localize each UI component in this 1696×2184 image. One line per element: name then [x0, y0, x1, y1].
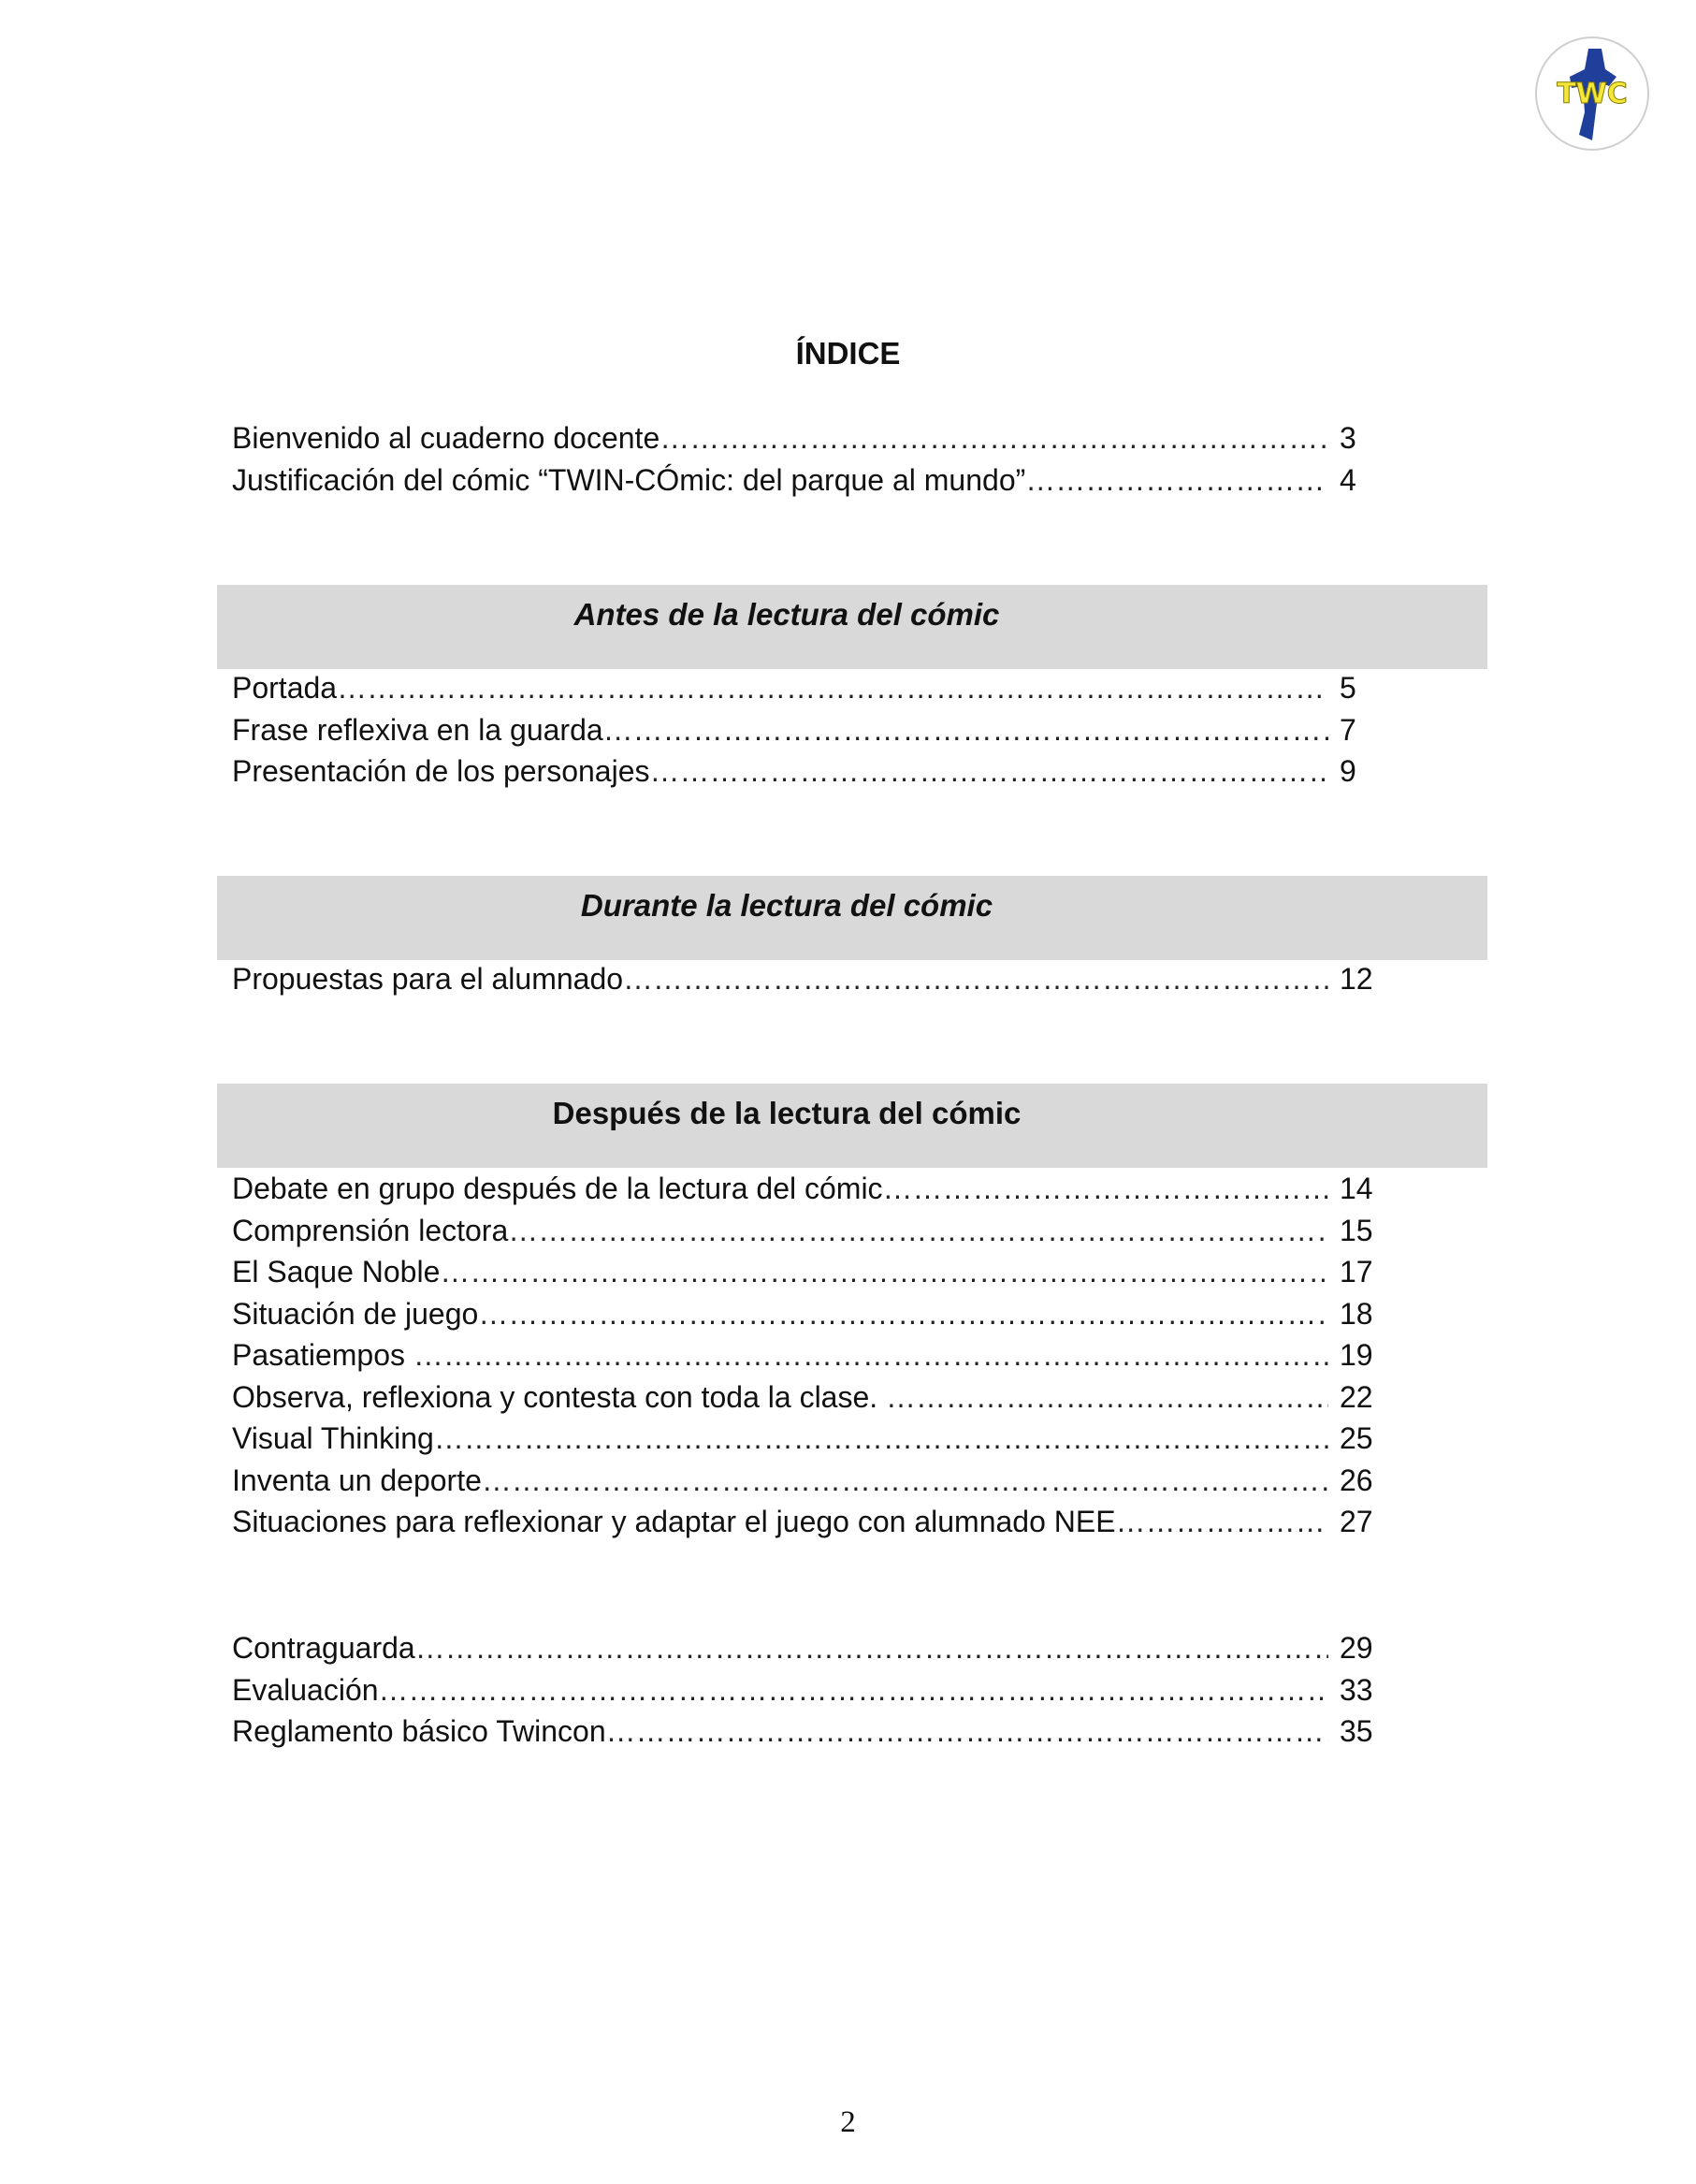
toc-entry-page: 5: [1340, 671, 1356, 705]
toc-leader-dots: [883, 1168, 1328, 1209]
toc-entry[interactable]: [232, 667, 1411, 709]
toc-entry-label: Visual Thinking: [232, 1421, 434, 1455]
section-heading: Antes de la lectura del cómic: [573, 597, 1000, 632]
toc-leader-dots: [603, 709, 1328, 750]
toc-entry-label: Observa, reflexiona y contesta con toda la clase.: [232, 1379, 887, 1414]
toc-leader-dots: [379, 1669, 1328, 1711]
toc-entry-page: 14: [1340, 1172, 1373, 1205]
toc-entry-label: Reglamento básico Twincon: [232, 1714, 606, 1748]
toc-entry-label: Pasatiempos: [232, 1338, 413, 1372]
toc-entry[interactable]: [232, 1168, 1411, 1210]
toc-leader-dots: [1025, 459, 1328, 501]
toc-entry-label: Inventa un deporte: [232, 1463, 482, 1497]
toc-entry[interactable]: [232, 1210, 1411, 1252]
twc-logo-icon: [1534, 36, 1650, 152]
toc-entry[interactable]: [232, 709, 1411, 751]
toc-leader-dots: [440, 1251, 1328, 1292]
toc-entry[interactable]: [232, 1711, 1411, 1753]
toc-entry-page: 12: [1340, 962, 1373, 996]
toc-entry-page: 18: [1340, 1296, 1373, 1331]
toc-entry-label: Frase reflexiva en la guarda: [232, 712, 603, 747]
page-title: ÍNDICE: [795, 336, 901, 371]
toc-entry-page: 4: [1340, 462, 1356, 497]
toc-closing: [232, 1627, 1411, 1753]
toc-leader-dots: [415, 1627, 1328, 1668]
toc-entry-label: Debate en grupo después de la lectura del cómic: [232, 1172, 883, 1205]
toc-entry[interactable]: [232, 1334, 1411, 1376]
twc-logo: [1534, 36, 1650, 152]
toc-entry-page: 35: [1340, 1714, 1373, 1748]
toc-entry[interactable]: [232, 417, 1411, 459]
toc-leader-dots: [606, 1711, 1328, 1752]
section-heading: Después de la lectura del cómic: [552, 1096, 1022, 1130]
toc-entry-page: 26: [1340, 1463, 1373, 1497]
toc-entry-page: 9: [1340, 754, 1356, 788]
toc-entry[interactable]: [232, 1669, 1411, 1711]
toc-entry[interactable]: [232, 1501, 1411, 1543]
section-header-antes: [217, 585, 1487, 669]
toc-section-despues: [232, 1168, 1411, 1543]
toc-entry[interactable]: [232, 1418, 1411, 1460]
toc-entry[interactable]: [232, 1293, 1411, 1335]
page-number: 2: [840, 2105, 856, 2139]
toc-entry-label: Portada: [232, 671, 338, 705]
toc-entry-label: El Saque Noble: [232, 1255, 441, 1289]
toc-intro: [232, 417, 1411, 501]
toc-leader-dots: [337, 667, 1328, 708]
toc-entry-page: 15: [1340, 1213, 1373, 1247]
toc-leader-dots: [886, 1376, 1328, 1418]
toc-entry-label: Contraguarda: [232, 1631, 415, 1665]
toc-section-antes: [232, 667, 1411, 793]
toc-entry[interactable]: [232, 1376, 1411, 1419]
toc-leader-dots: [413, 1334, 1328, 1376]
toc-entry-page: 27: [1340, 1505, 1373, 1538]
toc-entry-page: 19: [1340, 1338, 1373, 1372]
toc-entry-label: Comprensión lectora: [232, 1213, 509, 1247]
toc-entry-page: 17: [1340, 1255, 1373, 1289]
toc-entry[interactable]: [232, 1627, 1411, 1669]
toc-entry-label: Presentación de los personajes: [232, 754, 650, 788]
toc-entry-label: Justificación del cómic “TWIN-CÓmic: del parque al mundo”: [232, 462, 1026, 497]
toc-leader-dots: [1116, 1501, 1328, 1542]
toc-entry[interactable]: [232, 1460, 1411, 1502]
section-heading: Durante la lectura del cómic: [580, 888, 993, 923]
toc-leader-dots: [434, 1418, 1328, 1459]
toc-entry-page: 29: [1340, 1631, 1373, 1665]
toc-leader-dots: [482, 1460, 1328, 1501]
toc-section-durante: [232, 958, 1411, 1000]
toc-entry-label: Evaluación: [232, 1672, 379, 1707]
toc-entry-label: Situaciones para reflexionar y adaptar el juego con alumnado NEE: [232, 1505, 1116, 1538]
toc-entry-label: Bienvenido al cuaderno docente: [232, 421, 660, 455]
toc-entry-label: Propuestas para el alumnado: [232, 962, 624, 996]
toc-entry[interactable]: [232, 750, 1411, 793]
toc-entry-page: 25: [1340, 1421, 1373, 1455]
logo-text: TWC: [1557, 78, 1628, 110]
toc-leader-dots: [478, 1293, 1328, 1334]
toc-entry-page: 22: [1340, 1379, 1373, 1414]
toc-entry-page: 3: [1340, 421, 1356, 455]
toc-entry[interactable]: [232, 1251, 1411, 1293]
toc-entry-page: 7: [1340, 712, 1356, 747]
section-header-durante: [217, 876, 1487, 960]
toc-entry-page: 33: [1340, 1672, 1373, 1707]
toc-entry[interactable]: [232, 958, 1411, 1000]
toc-leader-dots: [508, 1210, 1328, 1251]
section-header-despues: [217, 1084, 1487, 1168]
toc-entry-label: Situación de juego: [232, 1296, 479, 1331]
toc-leader-dots: [623, 958, 1328, 999]
toc-leader-dots: [660, 417, 1328, 459]
toc-leader-dots: [650, 750, 1329, 792]
toc-entry[interactable]: [232, 459, 1411, 502]
